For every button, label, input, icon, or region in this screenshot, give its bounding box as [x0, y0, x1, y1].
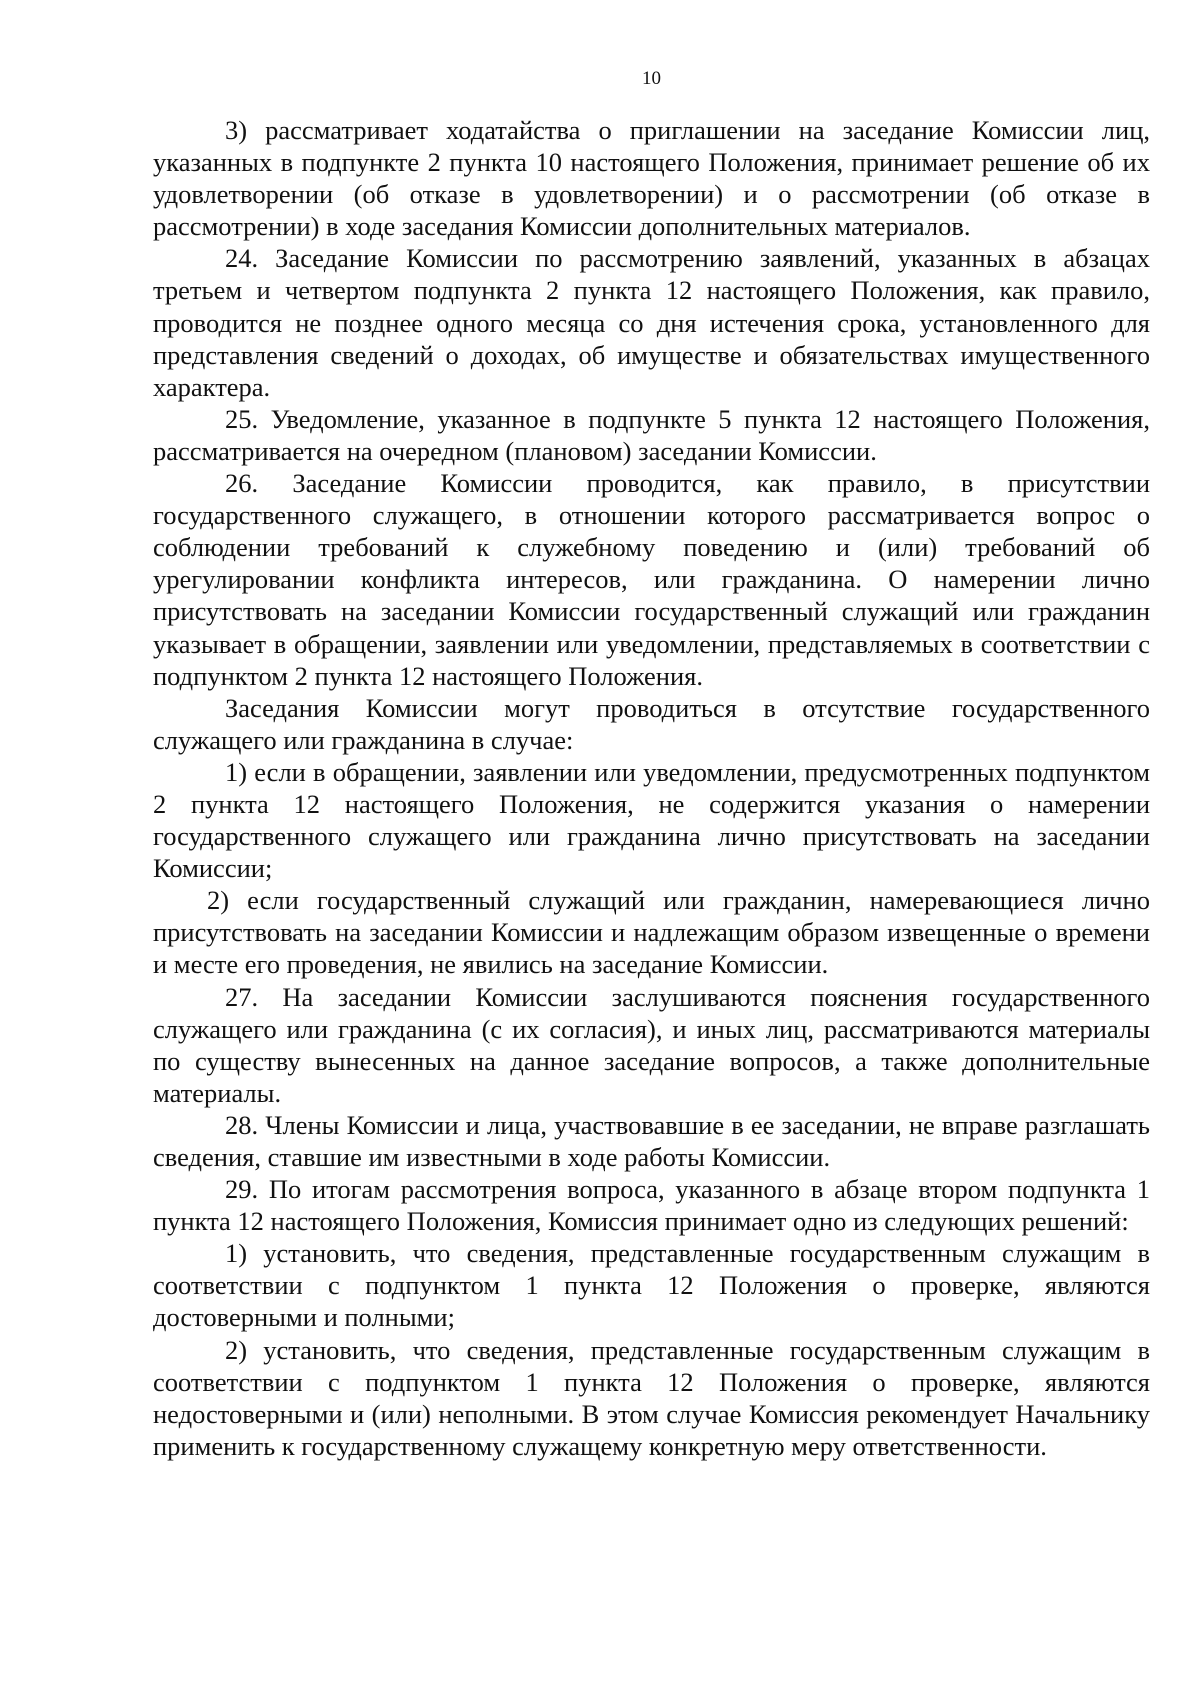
paragraph-subitem-3: 3) рассматривает ходатайства о приглашении на заседание Комиссии лиц, указанных в подпункте 2 пункта 10 настоящего Положения, принимает решение об их удовлетворении (об отказе в удовлетворении) и о рассмотрении (об отказе в рассмотрении) в ходе заседания Комиссии дополнительных материалов. — [153, 115, 1150, 242]
paragraph-decision-1: 1) установить, что сведения, представленные государственным служащим в соответствии с подпунктом 1 пункта 12 Положения о проверке, являются достоверными и полными; — [153, 1238, 1150, 1333]
document-body — [153, 114, 1150, 1462]
paragraph-25: 25. Уведомление, указанное в подпункте 5 пункта 12 настоящего Положения, рассматривается на очередном (плановом) заседании Комиссии. — [153, 403, 1150, 466]
paragraph-29: 29. По итогам рассмотрения вопроса, указанного в абзаце втором подпункта 1 пункта 12 настоящего Положения, Комиссия принимает одно из следующих решений: — [153, 1174, 1150, 1237]
paragraph-26: 26. Заседание Комиссии проводится, как правило, в присутствии государственного служащего, в отношении которого рассматривается вопрос о соблюдении требований к служебному поведению и (или) требований об урегулировании конфликта интересов, или гражданина. О намерении лично присутствовать на заседании Комиссии государственный служащий или гражданин указывает в обращении, заявлении или уведомлении, представляемых в соответствии с подпунктом 2 пункта 12 настоящего Положения. — [153, 468, 1150, 691]
paragraph-absence-conditions: Заседания Комиссии могут проводиться в отсутствие государственного служащего или гражданина в случае: — [153, 692, 1150, 755]
paragraph-28: 28. Члены Комиссии и лица, участвовавшие в ее заседании, не вправе разглашать сведения, ставшие им известными в ходе работы Комиссии. — [153, 1109, 1150, 1172]
page-number: 10 — [642, 68, 661, 89]
paragraph-absence-case-1: 1) если в обращении, заявлении или уведомлении, предусмотренных подпунктом 2 пункта 12 настоящего Положения, не содержится указания о намерении государственного служащего или гражданина лично присутствовать на заседании Комиссии; — [153, 756, 1150, 884]
paragraph-24: 24. Заседание Комиссии по рассмотрению заявлений, указанных в абзацах третьем и четвертом подпункта 2 пункта 12 настоящего Положения, как правило, проводится не позднее одного месяца со дня истечения срока, установленного для представления сведений о доходах, об имуществе и обязательствах имущественного характера. — [153, 243, 1150, 402]
paragraph-27: 27. На заседании Комиссии заслушиваются пояснения государственного служащего или гражданина (с их согласия), и иных лиц, рассматриваются материалы по существу вынесенных на данное заседание вопросов, а также дополнительные материалы. — [153, 981, 1150, 1108]
paragraph-decision-2: 2) установить, что сведения, представленные государственным служащим в соответствии с подпунктом 1 пункта 12 Положения о проверке, являются недостоверными и (или) неполными. В этом случае Комиссия рекомендует Начальнику применить к государственному служащему конкретную меру ответственности. — [153, 1334, 1150, 1461]
paragraph-absence-case-2: 2) если государственный служащий или гражданин, намеревающиеся лично присутствовать на заседании Комиссии и надлежащим образом извещенные о времени и месте его проведения, не явились на заседание Комиссии. — [153, 885, 1150, 980]
